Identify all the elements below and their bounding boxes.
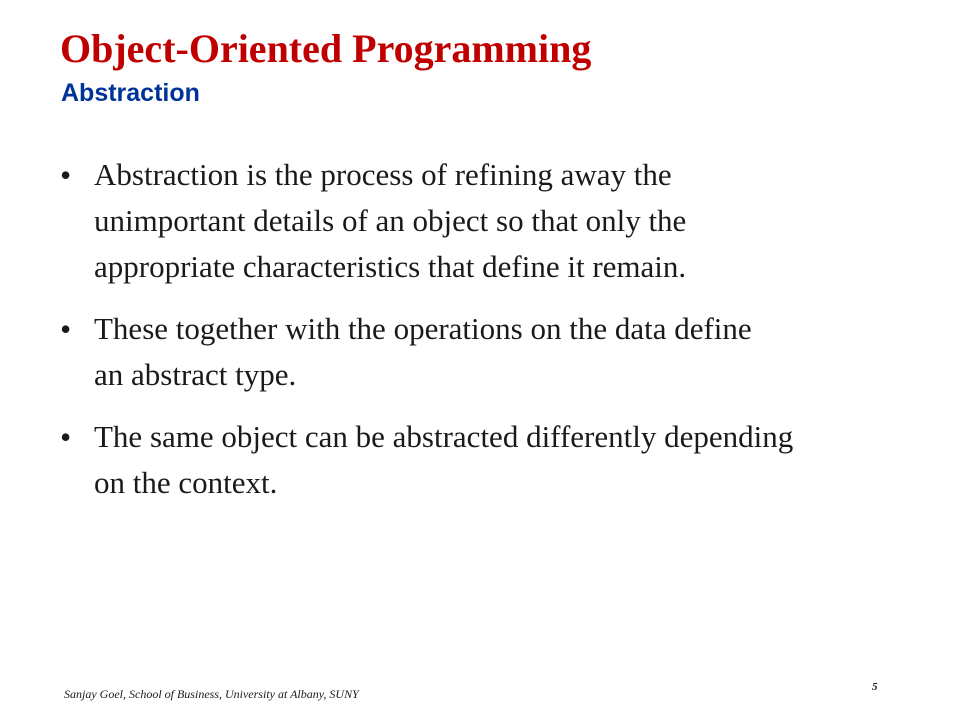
bullet-marker: • <box>60 311 72 347</box>
bullet-text-line: an abstract type. <box>94 357 297 392</box>
bullet-item <box>60 152 930 290</box>
bullet-marker: • <box>60 157 72 193</box>
slide-title: Object-Oriented Programming <box>60 26 592 71</box>
bullet-list <box>60 152 930 522</box>
bullet-text-line: on the context. <box>94 465 278 500</box>
bullet-item <box>60 306 930 398</box>
bullet-marker: • <box>60 419 72 455</box>
bullet-text-line: Abstraction is the process of refining away the <box>94 157 672 192</box>
bullet-text-line: The same object can be abstracted differently depending <box>94 419 794 454</box>
page-number: 5 <box>872 681 878 693</box>
bullet-text-line: unimportant details of an object so that only the <box>94 203 687 238</box>
bullet-text-line: appropriate characteristics that define it remain. <box>94 249 687 284</box>
slide-subtitle: Abstraction <box>61 79 200 107</box>
slide-footer: Sanjay Goel, School of Business, University at Albany, SUNY <box>64 687 359 701</box>
bullet-text-line: These together with the operations on the data define <box>94 311 752 346</box>
bullet-item <box>60 414 930 506</box>
